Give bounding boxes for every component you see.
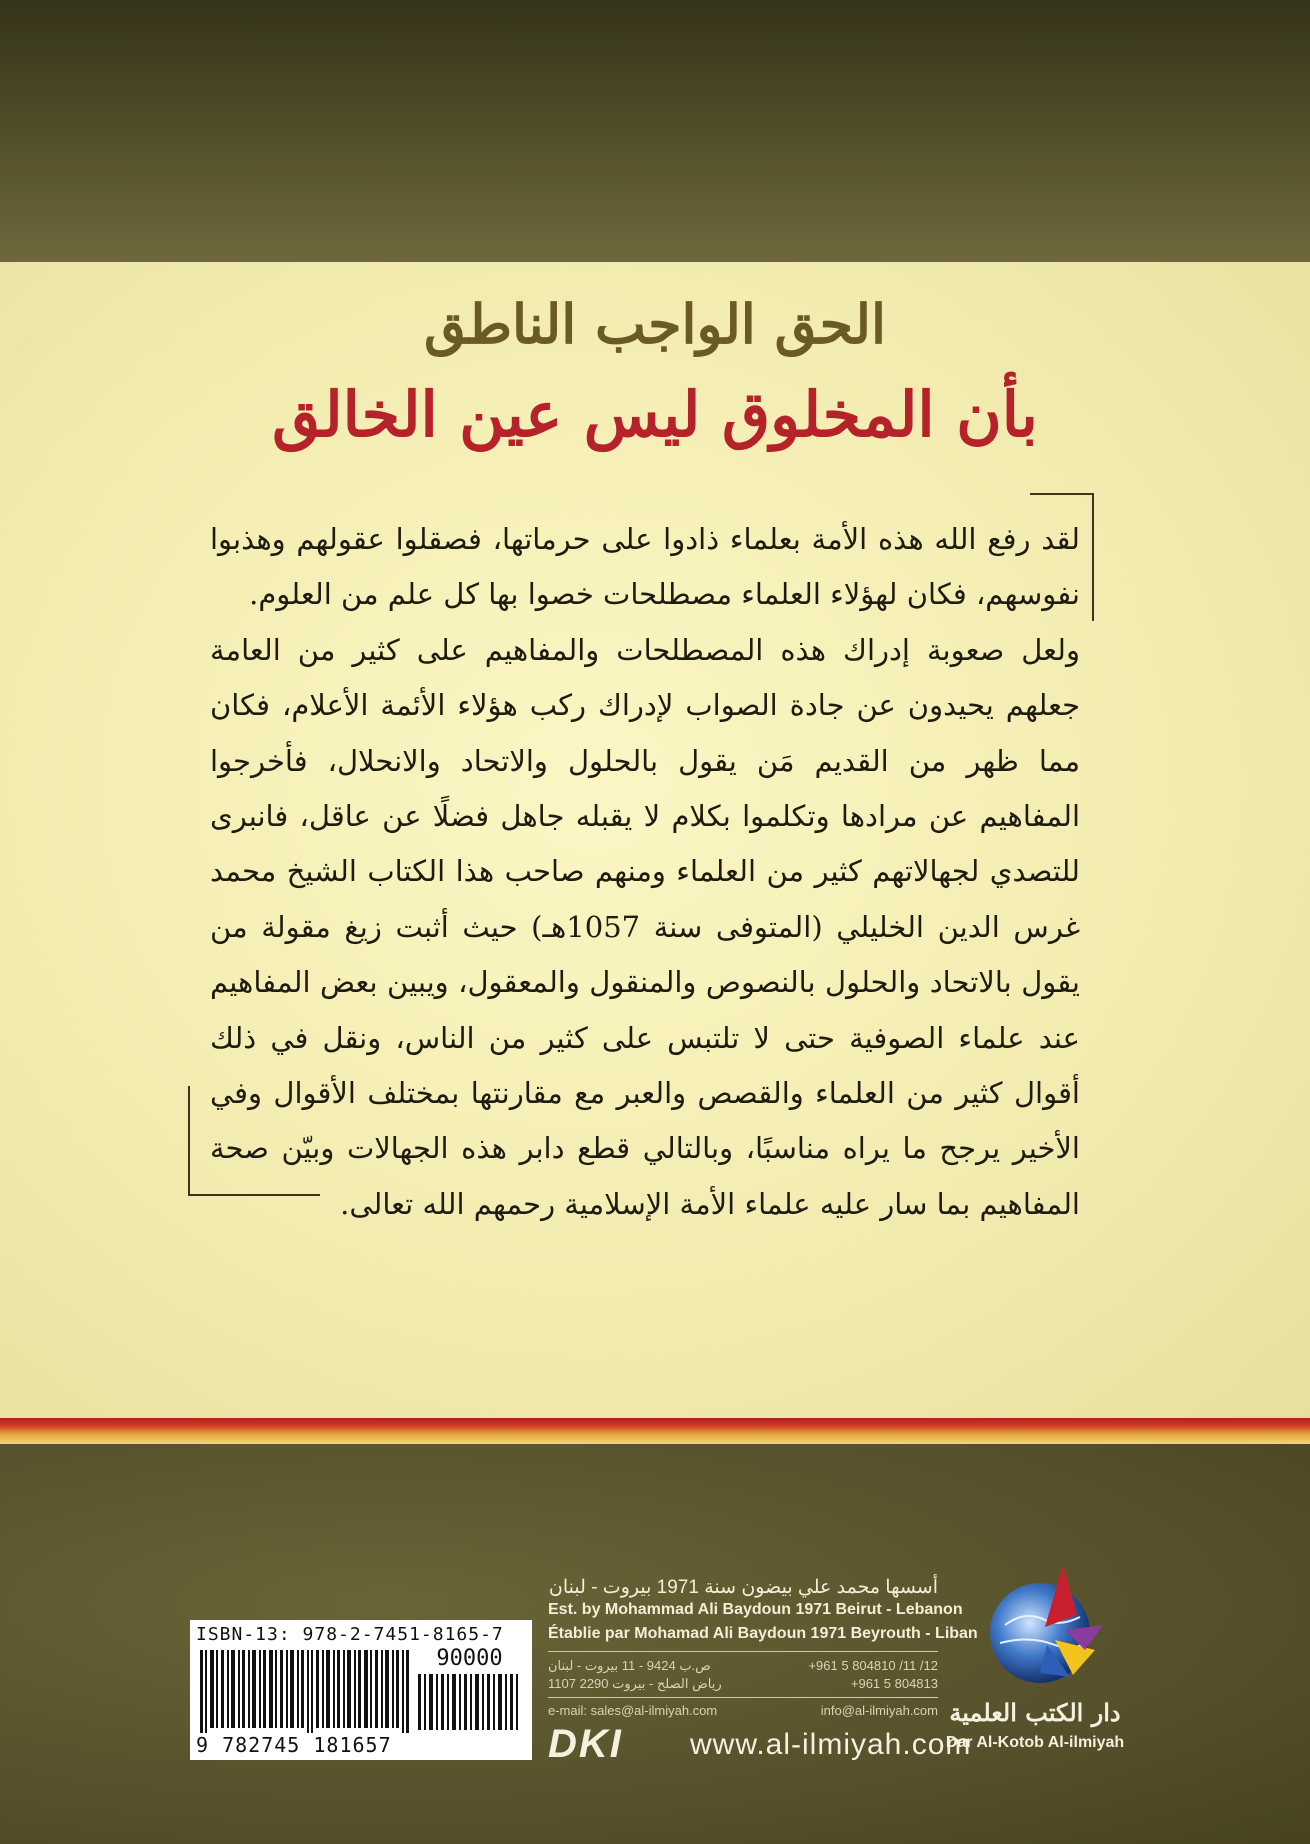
dki-logo: DKI xyxy=(548,1722,623,1766)
publisher-website: www.al-ilmiyah.com xyxy=(690,1728,972,1761)
barcode xyxy=(190,1620,532,1760)
publisher-est-english: Est. by Mohammad Ali Baydoun 1971 Beirut - Lebanon xyxy=(548,1601,963,1618)
publisher-divider-2 xyxy=(548,1697,938,1698)
globe-logo-icon xyxy=(985,1555,1115,1695)
publisher-pobox: ص.ب 9424 - 11 بيروت - لبنان xyxy=(548,1658,711,1673)
bottom-bracket-vertical xyxy=(188,1086,190,1196)
price-code: 90000 xyxy=(412,1646,527,1671)
publisher-name-english: Dar Al-Kotob Al-ilmiyah xyxy=(945,1734,1125,1751)
publisher-est-arabic: أسسها محمد علي بيضون سنة 1971 بيروت - لبنان xyxy=(548,1577,938,1598)
blurb-paragraph-2: ولعل صعوبة إدراك هذه المصطلحات والمفاهيم على كثير من العامة جعلهم يحيدون عن جادة الصواب لإدراك ركب هؤلاء الأئمة الأعلام، فكان مما ظهر من القديم مَن يقول بالحلول والاتحاد والانحلال، فأخرجوا المفاهيم عن مرادها وتكلموا بكلام لا يقبله جاهل فضلًا عن عاقل، فانبرى للتصدي لجهالاتهم كثير من العلماء ومنهم صاحب هذا الكتاب الشيخ محمد غرس الدين الخليلي (المتوفى سنة 1057هـ) حيث أثبت زيغ مقولة من يقول بالاتحاد والحلول بالنصوص والمنقول والمعقول، ويبين بعض المفاهيم عند علماء الصوفية حتى لا تلتبس على كثير من الناس، ونقل في ذلك أقوال كثير من العلماء والقصص والعبر مع مقارنتها بمختلف الأقوال وفي الأخير يرجح ما يراه مناسبًا، وبالتالي قطع دابر هذه الجهالات وبيّن صحة المفاهيم بما سار عليه علماء الأمة الإسلامية رحمهم الله تعالى. xyxy=(210,632,1080,1221)
blurb-paragraph-1: لقد رفع الله هذه الأمة بعلماء ذادوا على حرماتها، فصقلوا عقولهم وهذبوا نفوسهم، فكان لهؤلاء العلماء مصطلحات خصوا بها كل علم من العلوم. xyxy=(210,522,1080,612)
barcode-digits: 9 782745 181657 xyxy=(196,1733,526,1757)
publisher-email: e-mail: sales@al-ilmiyah.com xyxy=(548,1703,718,1718)
top-bracket-vertical xyxy=(1092,493,1094,621)
book-title-line1: الحق الواجب الناطق xyxy=(424,292,886,356)
publisher-fax: +961 5 804813 xyxy=(850,1676,938,1691)
top-olive-band xyxy=(0,0,1310,270)
publisher-divider xyxy=(548,1651,938,1652)
book-title-line2: بأن المخلوق ليس عين الخالق xyxy=(272,378,1038,451)
top-bracket-horizontal xyxy=(1030,493,1094,495)
isbn-label: ISBN-13: 978-2-7451-8165-7 xyxy=(196,1624,504,1645)
publisher-info-email: info@al-ilmiyah.com xyxy=(820,1703,938,1718)
addon-bars xyxy=(418,1674,522,1730)
blurb xyxy=(210,512,1080,1232)
decorative-stripe xyxy=(0,1418,1310,1444)
publisher-name-arabic: دار الكتب العلمية xyxy=(949,1698,1121,1727)
publisher-est-french: Établie par Mohamad Ali Baydoun 1971 Beyrouth - Liban xyxy=(548,1625,978,1642)
publisher-phone: +961 5 804810 /11 /12 xyxy=(808,1658,938,1673)
publisher-address: رياض الصلح - بيروت 2290 1107 xyxy=(548,1676,722,1691)
